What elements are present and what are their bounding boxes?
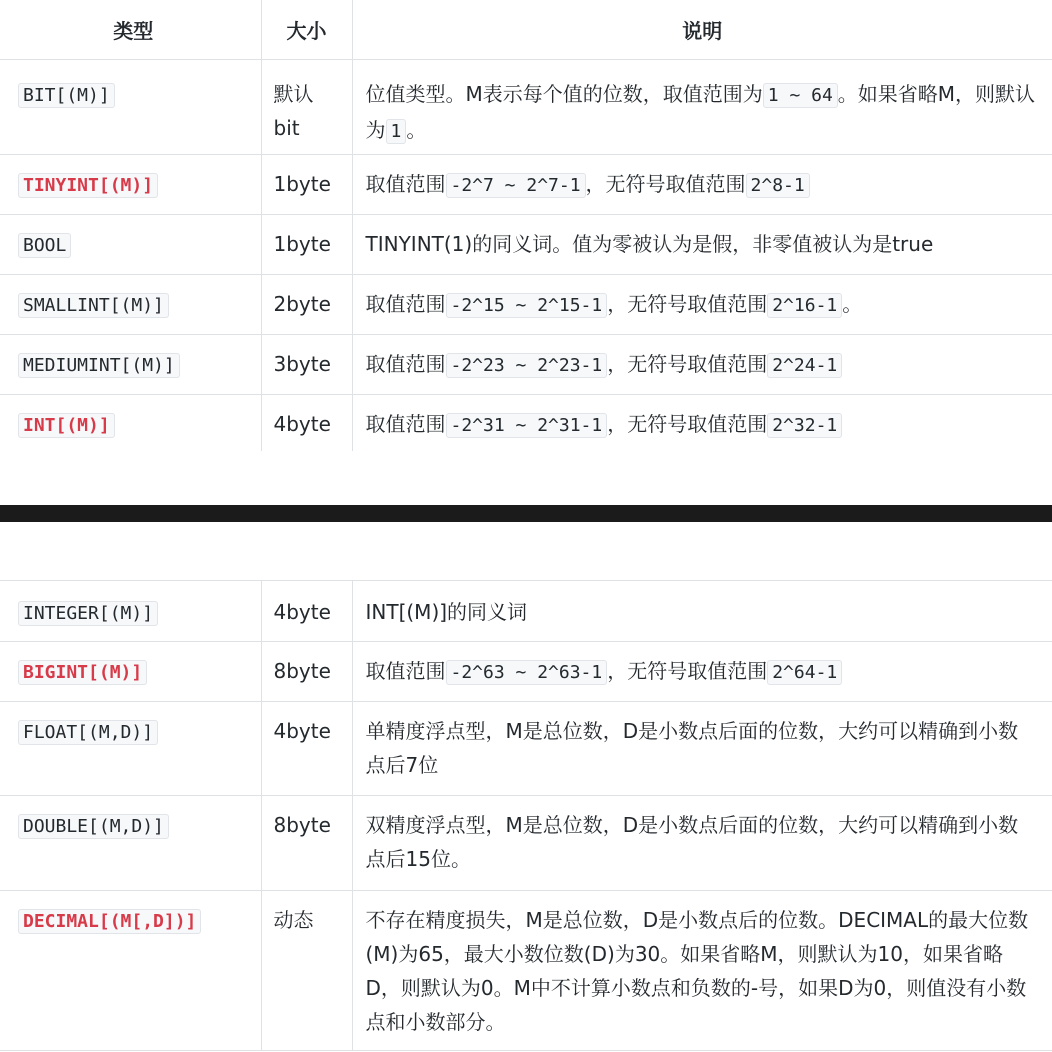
- inline-code: -2^15 ~ 2^15-1: [446, 293, 608, 318]
- description-cell: INT[(M)]的同义词: [352, 581, 1052, 642]
- table-row: [0, 214, 1052, 274]
- type-code: BOOL: [18, 233, 71, 258]
- type-code: MEDIUMINT[(M)]: [18, 353, 180, 378]
- desc-text: ，无符号取值范围: [607, 291, 768, 316]
- table-header-row: [0, 0, 1052, 59]
- desc-text: 。: [406, 117, 427, 142]
- size-text: bit: [273, 115, 300, 140]
- inline-code: 2^8-1: [746, 173, 810, 198]
- desc-text: 取值范围: [365, 291, 446, 316]
- table-row: [0, 394, 1052, 451]
- table-row: [0, 274, 1052, 334]
- size-cell: 8byte: [261, 796, 352, 891]
- size-cell: 1byte: [261, 154, 352, 214]
- desc-text: 取值范围: [365, 171, 446, 196]
- size-cell: 4byte: [261, 581, 352, 642]
- header-description: 说明: [352, 0, 1052, 59]
- type-code: BIGINT[(M)]: [18, 660, 147, 685]
- inline-code: -2^7 ~ 2^7-1: [446, 173, 586, 198]
- type-code: SMALLINT[(M)]: [18, 293, 169, 318]
- inline-code: 2^16-1: [767, 293, 842, 318]
- inline-code: -2^63 ~ 2^63-1: [446, 660, 608, 685]
- size-cell: 4byte: [261, 702, 352, 796]
- header-size: 大小: [261, 0, 352, 59]
- inline-code: -2^23 ~ 2^23-1: [446, 353, 608, 378]
- page-separator-bar: [0, 505, 1052, 522]
- data-types-table-bottom: [0, 580, 1052, 1051]
- description-cell: [352, 394, 1052, 451]
- type-code: DOUBLE[(M,D)]: [18, 814, 169, 839]
- data-types-table-top: [0, 0, 1052, 451]
- inline-code: -2^31 ~ 2^31-1: [446, 413, 608, 438]
- desc-text: 取值范围: [365, 351, 446, 376]
- size-cell: [261, 59, 352, 154]
- desc-text: 取值范围: [365, 659, 446, 683]
- desc-text: 位值类型。M表示每个值的位数，取值范围为: [365, 81, 763, 106]
- table-row: [0, 154, 1052, 214]
- table-row: [0, 581, 1052, 642]
- description-cell: [352, 274, 1052, 334]
- desc-text: 。: [842, 291, 863, 316]
- type-code: FLOAT[(M,D)]: [18, 720, 158, 745]
- desc-text: ，无符号取值范围: [585, 171, 746, 196]
- size-cell: 8byte: [261, 642, 352, 702]
- desc-text: 。如果省略M，则默认为: [365, 81, 1036, 142]
- description-cell: [352, 154, 1052, 214]
- description-cell: 双精度浮点型，M是总位数，D是小数点后面的位数，大约可以精确到小数点后15位。: [352, 796, 1052, 891]
- type-code: INTEGER[(M)]: [18, 601, 158, 626]
- table-row: [0, 702, 1052, 796]
- inline-code: 2^32-1: [767, 413, 842, 438]
- size-text: 默认: [273, 81, 314, 106]
- description-cell: TINYINT(1)的同义词。值为零被认为是假，非零值被认为是true: [352, 214, 1052, 274]
- inline-code: 2^64-1: [767, 660, 842, 685]
- description-cell: [352, 642, 1052, 702]
- table-row: [0, 642, 1052, 702]
- description-cell: 单精度浮点型，M是总位数，D是小数点后面的位数，大约可以精确到小数点后7位: [352, 702, 1052, 796]
- inline-code: 1: [386, 119, 407, 144]
- inline-code: 2^24-1: [767, 353, 842, 378]
- description-cell: [352, 59, 1052, 154]
- size-cell: 动态: [261, 891, 352, 1051]
- size-cell: 1byte: [261, 214, 352, 274]
- type-code: TINYINT[(M)]: [18, 173, 158, 198]
- size-cell: 4byte: [261, 394, 352, 451]
- type-code: DECIMAL[(M[,D])]: [18, 909, 201, 934]
- type-code: INT[(M)]: [18, 413, 115, 438]
- type-code: BIT[(M)]: [18, 83, 115, 108]
- desc-text: ，无符号取值范围: [607, 351, 768, 376]
- inline-code: 1 ~ 64: [763, 83, 838, 108]
- table-row: [0, 891, 1052, 1051]
- size-cell: 2byte: [261, 274, 352, 334]
- description-cell: [352, 334, 1052, 394]
- table-row: [0, 796, 1052, 891]
- desc-text: ，无符号取值范围: [607, 659, 768, 683]
- size-cell: 3byte: [261, 334, 352, 394]
- table-row: [0, 59, 1052, 154]
- desc-text: 取值范围: [365, 411, 446, 436]
- desc-text: ，无符号取值范围: [607, 411, 768, 436]
- header-type: 类型: [0, 0, 261, 59]
- description-cell: 不存在精度损失，M是总位数，D是小数点后的位数。DECIMAL的最大位数(M)为65，最大小数位数(D)为30。如果省略M，则默认为10，如果省略D，则默认为0。M中不计算小数点和负数的-号，如果D为0，则值没有小数点和小数部分。: [352, 891, 1052, 1051]
- table-row: [0, 334, 1052, 394]
